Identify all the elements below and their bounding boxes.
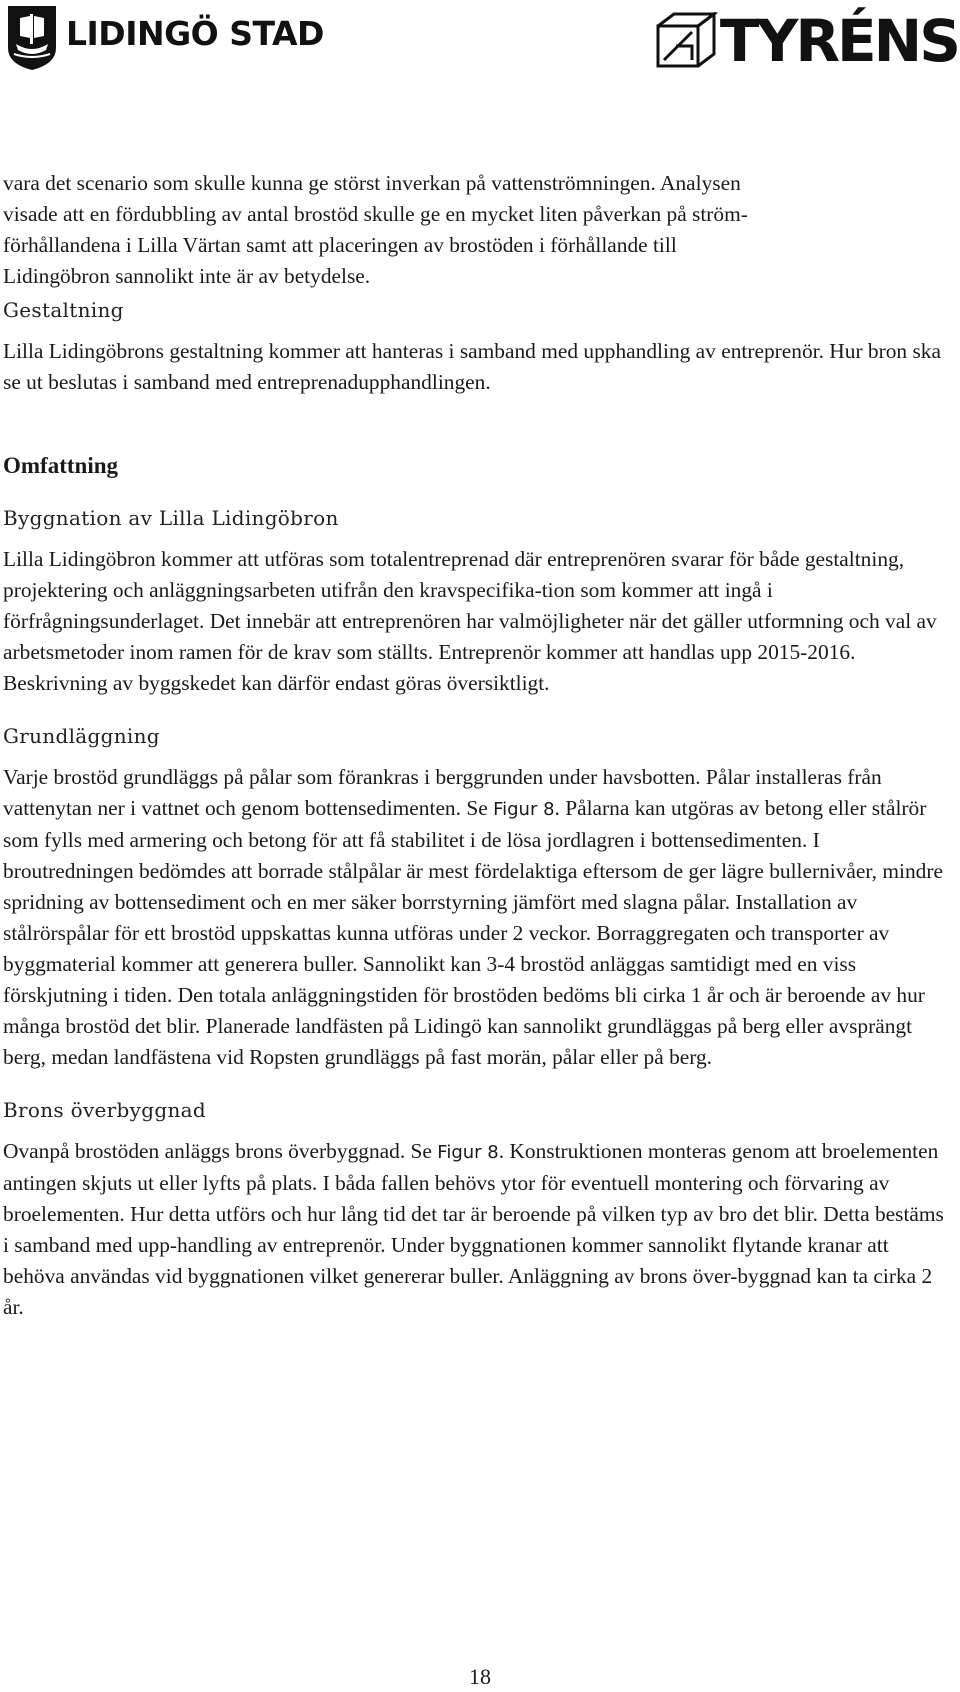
omfattning-heading: Omfattning (3, 453, 118, 478)
intro-line-4: Lidingöbron sannolikt inte är av betydelse. (3, 264, 371, 288)
lidingo-stad-wordmark: LIDINGÖ STAD (66, 13, 324, 53)
figure-8-reference-link[interactable]: Figur 8 (493, 799, 555, 820)
overbyggnad-heading: Brons överbyggnad (3, 1098, 206, 1122)
document-body (3, 168, 951, 1323)
intro-line-2: visade att en fördubbling av antal brostöd skulle ge en mycket liten påverkan på ström- (3, 202, 748, 226)
tyrens-mark-icon (656, 12, 718, 70)
intro-paragraph (3, 168, 951, 292)
overbyggnad-paragraph (3, 1136, 951, 1323)
page-header (0, 0, 960, 80)
tyrens-logo (656, 7, 958, 75)
intro-line-1: vara det scenario som skulle kunna ge störst inverkan på vattenströmningen. Analysen (3, 171, 741, 195)
overbyggnad-text-b: . Konstruktionen monteras genom att broelementen antingen skjuts ut eller lyfts på plats. I båda fallen behövs ytor för eventuell montering och förvaring av broelementen. Hur detta utförs och hur lång tid det tar är beroende på vilken typ av bro det blir. Detta bestäms i samband med upp-handling av entreprenör. Under byggnationen kommer sannolikt flytande kranar att behöva användas vid byggnationen vilket genererar buller. Anläggning av brons över-byggnad kan ta cirka 2 år. (3, 1139, 944, 1319)
tyrens-wordmark: TYRÉNS (719, 7, 958, 75)
grundlaggning-text-a: Varje brostöd grundläggs på pålar som förankras i berggrunden under havsbotten. Pålar installeras från vattenytan ner i vattnet och genom bottensedimenten. Se (3, 765, 882, 820)
page-number: 18 (469, 1664, 491, 1689)
byggnation-paragraph: Lilla Lidingöbron kommer att utföras som totalentreprenad där entreprenören svarar för både gestaltning, projektering och anläggningsarbeten utifrån den kravspecifika-tion som kommer att ingå i förfrågningsunderlaget. Det innebär att entreprenören har valmöjligheter när det gäller utformning och val av arbetsmetoder inom ramen för de krav som ställts. Entreprenör kommer att handlas upp 2015-2016. Beskrivning av byggskedet kan därför endast göras översiktligt. (3, 547, 937, 695)
overbyggnad-text-a: Ovanpå brostöden anläggs brons överbyggnad. Se (3, 1139, 432, 1163)
grundlaggning-heading: Grundläggning (3, 724, 160, 748)
grundlaggning-paragraph (3, 762, 951, 1073)
lidingo-stad-logo (6, 4, 324, 72)
figure-8-reference-link[interactable]: Figur 8 (437, 1142, 499, 1163)
gestaltning-paragraph: Lilla Lidingöbrons gestaltning kommer att hanteras i samband med upphandling av entreprenör. Hur bron ska se ut beslutas i samband med entreprenadupphandlingen. (3, 339, 941, 394)
gestaltning-heading: Gestaltning (3, 298, 124, 322)
byggnation-heading: Byggnation av Lilla Lidingöbron (3, 506, 339, 530)
intro-line-3: förhållandena i Lilla Värtan samt att placeringen av brostöden i förhållande till (3, 233, 677, 257)
grundlaggning-text-b: . Pålarna kan utgöras av betong eller stålrör som fylls med armering och betong för att få stabilitet i de lösa jordlagren i bottensedimenten. I broutredningen bedömdes att borrade stålpålar är mest fördelaktiga eftersom de ger lägre bullernivåer, mindre spridning av bottensediment och en mer säker borrstyrning jämfört med slagna pålar. Installation av stålrörspålar för ett brostöd uppskattas kunna utföras under 2 veckor. Borraggregaten och transporter av byggmaterial kommer att generera buller. Sannolikt kan 3-4 brostöd anläggas samtidigt med en viss förskjutning i tiden. Den totala anläggningstiden för brostöden bedöms bli cirka 1 år och är beroende av hur många brostöd det blir. Planerade landfästen på Lidingö kan sannolikt grundläggas på berg eller avsprängt berg, medan landfästena vid Ropsten grundläggs på fast morän, pålar eller på berg. (3, 796, 943, 1069)
lidingo-shield-icon (6, 4, 58, 72)
